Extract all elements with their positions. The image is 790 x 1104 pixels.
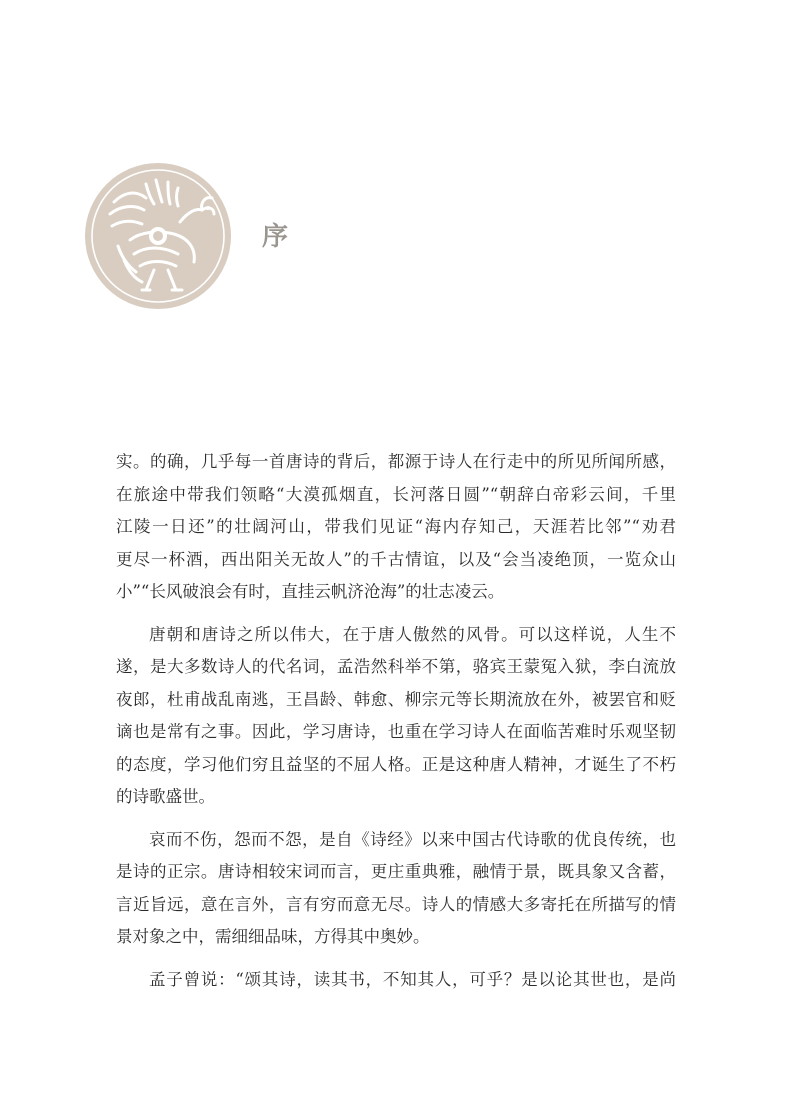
paragraph-4 [116,964,676,997]
text-line: 的诗歌盛世。 [116,787,215,806]
paragraph-1 [116,446,676,609]
text-line: 小”“长风破浪会有时，直挂云帆济沧海”的壮志凌云。 [116,582,505,601]
text-line: 实。的确，几乎每一首唐诗的背后，都源于诗人在行走中的所见所闻所感， [116,452,676,471]
paragraph-3 [116,824,676,954]
text-line: 谪也是常有之事。因此，学习唐诗，也重在学习诗人在面临苦难时乐观坚韧 [116,722,676,741]
text-line: 的态度，学习他们穷且益坚的不屈人格。正是这种唐人精神，才诞生了不朽 [116,754,676,774]
text-line: 是诗的正宗。唐诗相较宋词而言，更庄重典雅，融情于景，既具象又含蓄， [116,862,676,881]
paragraph-2 [116,619,676,814]
text-line: 哀而不伤，怨而不怨，是自《诗经》以来中国古代诗歌的优良传统，也 [149,829,676,849]
phoenix-roundel-icon [84,162,232,310]
text-line: 夜郎，杜甫战乱南逃，王昌龄、韩愈、柳宗元等长期流放在外，被罢官和贬 [116,689,676,709]
body-text [116,446,676,1006]
text-line: 在旅途中带我们领略“大漠孤烟直，长河落日圆”“朝辞白帝彩云间，千里 [116,484,676,504]
text-line: 江陵一日还”的壮阔河山，带我们见证“海内存知己，天涯若比邻”“劝君 [116,517,676,536]
section-title: 序 [262,222,291,252]
text-line: 孟子曾说：“颂其诗，读其书，不知其人，可乎？是以论其世也，是尚 [149,969,676,989]
text-line: 唐朝和唐诗之所以伟大，在于唐人傲然的风骨。可以这样说，人生不 [149,624,676,644]
text-line: 言近旨远，意在言外，言有穷而意无尽。诗人的情感大多寄托在所描写的情 [116,894,676,914]
text-line: 遂，是大多数诗人的代名词，孟浩然科举不第，骆宾王蒙冤入狱，李白流放 [116,657,676,676]
text-line: 更尽一杯酒，西出阳关无故人”的千古情谊，以及“会当凌绝顶，一览众山 [116,549,676,569]
text-line: 景对象之中，需细细品味，方得其中奥妙。 [116,927,430,946]
